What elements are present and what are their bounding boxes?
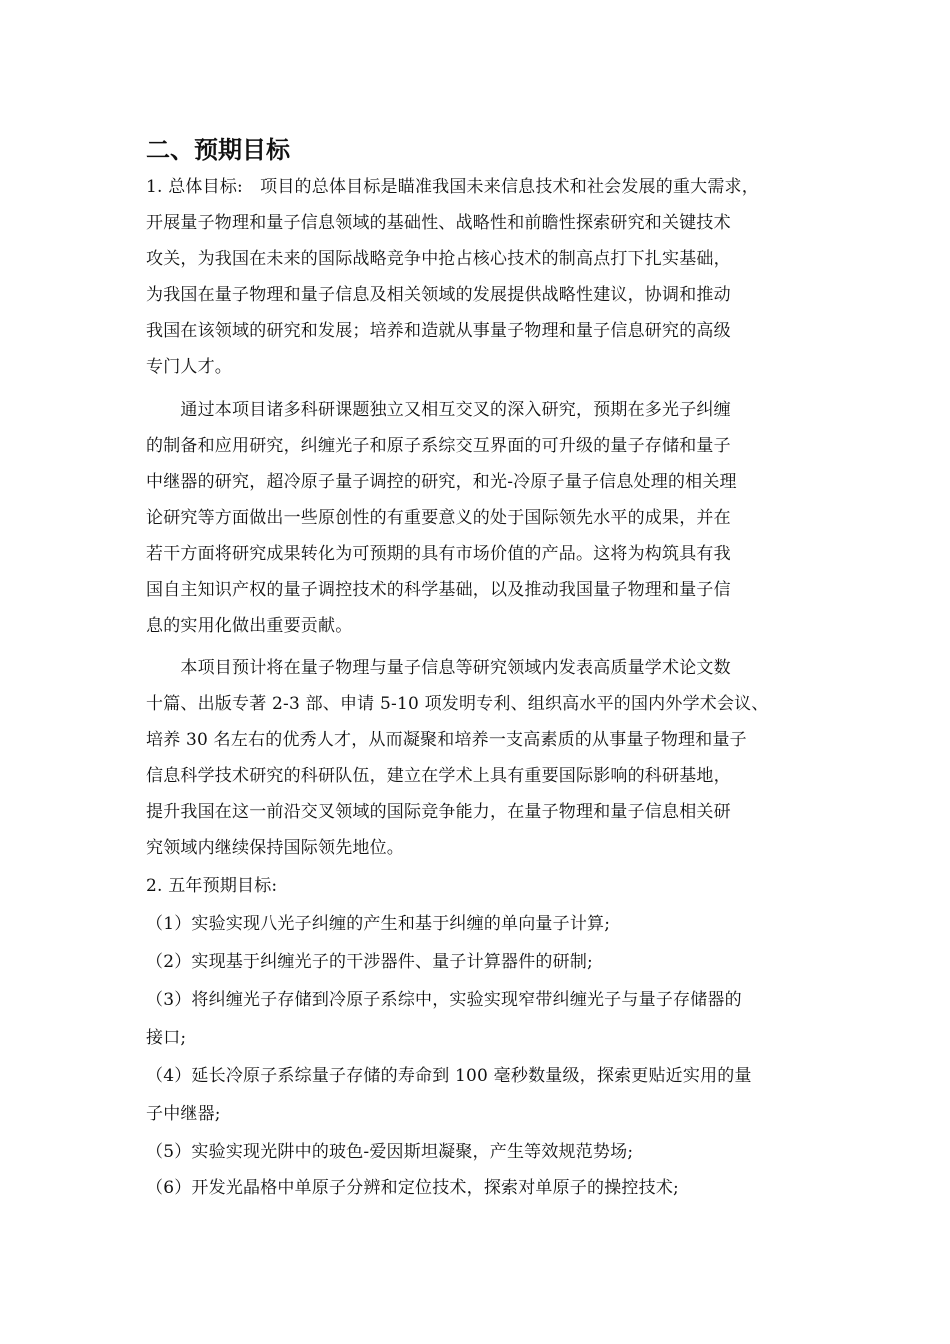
text-line: 论研究等方面做出一些原创性的有重要意义的处于国际领先水平的成果，并在: [146, 508, 731, 528]
text-line: 国自主知识产权的量子调控技术的科学基础，以及推动我国量子物理和量子信: [146, 580, 731, 600]
text-line: 通过本项目诸多科研课题独立又相互交叉的深入研究，预期在多光子纠缠: [146, 400, 731, 420]
text-line: （3）将纠缠光子存储到冷原子系综中，实验实现窄带纠缠光子与量子存储器的: [146, 990, 742, 1010]
section-heading: 二、预期目标: [146, 136, 290, 164]
text-line: 本项目预计将在量子物理与量子信息等研究领域内发表高质量学术论文数: [146, 658, 731, 678]
text-line: （2）实现基于纠缠光子的干涉器件、量子计算器件的研制;: [146, 952, 593, 972]
text-line: 攻关，为我国在未来的国际战略竞争中抢占核心技术的制高点打下扎实基础，: [146, 249, 731, 269]
text-line: 培养 30 名左右的优秀人才，从而凝聚和培养一支高素质的从事量子物理和量子: [146, 730, 747, 750]
text-line: （4）延长冷原子系综量子存储的寿命到 100 毫秒数量级，探索更贴近实用的量: [146, 1066, 752, 1086]
text-line: 开展量子物理和量子信息领域的基础性、战略性和前瞻性探索研究和关键技术: [146, 213, 731, 233]
text-line: 提升我国在这一前沿交叉领域的国际竞争能力，在量子物理和量子信息相关研: [146, 802, 731, 822]
text-line: 专门人才。: [146, 357, 232, 377]
text-line: 子中继器;: [146, 1104, 221, 1124]
text-line: 接口;: [146, 1028, 187, 1048]
text-line: 的制备和应用研究，纠缠光子和原子系综交互界面的可升级的量子存储和量子: [146, 436, 731, 456]
text-line: 息的实用化做出重要贡献。: [146, 616, 353, 636]
text-line: 我国在该领域的研究和发展；培养和造就从事量子物理和量子信息研究的高级: [146, 321, 731, 341]
text-line: 十篇、出版专著 2-3 部、申请 5-10 项发明专利、组织高水平的国内外学术会议、: [146, 694, 769, 714]
text-line: 为我国在量子物理和量子信息及相关领域的发展提供战略性建议，协调和推动: [146, 285, 731, 305]
text-line: 中继器的研究，超冷原子量子调控的研究，和光-冷原子量子信息处理的相关理: [146, 472, 737, 492]
text-line: 究领域内继续保持国际领先地位。: [146, 838, 404, 858]
text-line: （6）开发光晶格中单原子分辨和定位技术，探索对单原子的操控技术;: [146, 1178, 679, 1198]
text-line: 若干方面将研究成果转化为可预期的具有市场价值的产品。这将为构筑具有我: [146, 544, 731, 564]
text-line: （1）实验实现八光子纠缠的产生和基于纠缠的单向量子计算;: [146, 914, 611, 934]
text-line: 1. 总体目标: 项目的总体目标是瞄准我国未来信息技术和社会发展的重大需求，: [146, 177, 759, 197]
text-line: 信息科学技术研究的科研队伍，建立在学术上具有重要国际影响的科研基地，: [146, 766, 731, 786]
text-line: 2. 五年预期目标:: [146, 876, 278, 896]
text-line: （5）实验实现光阱中的玻色-爱因斯坦凝聚，产生等效规范势场;: [146, 1142, 634, 1162]
